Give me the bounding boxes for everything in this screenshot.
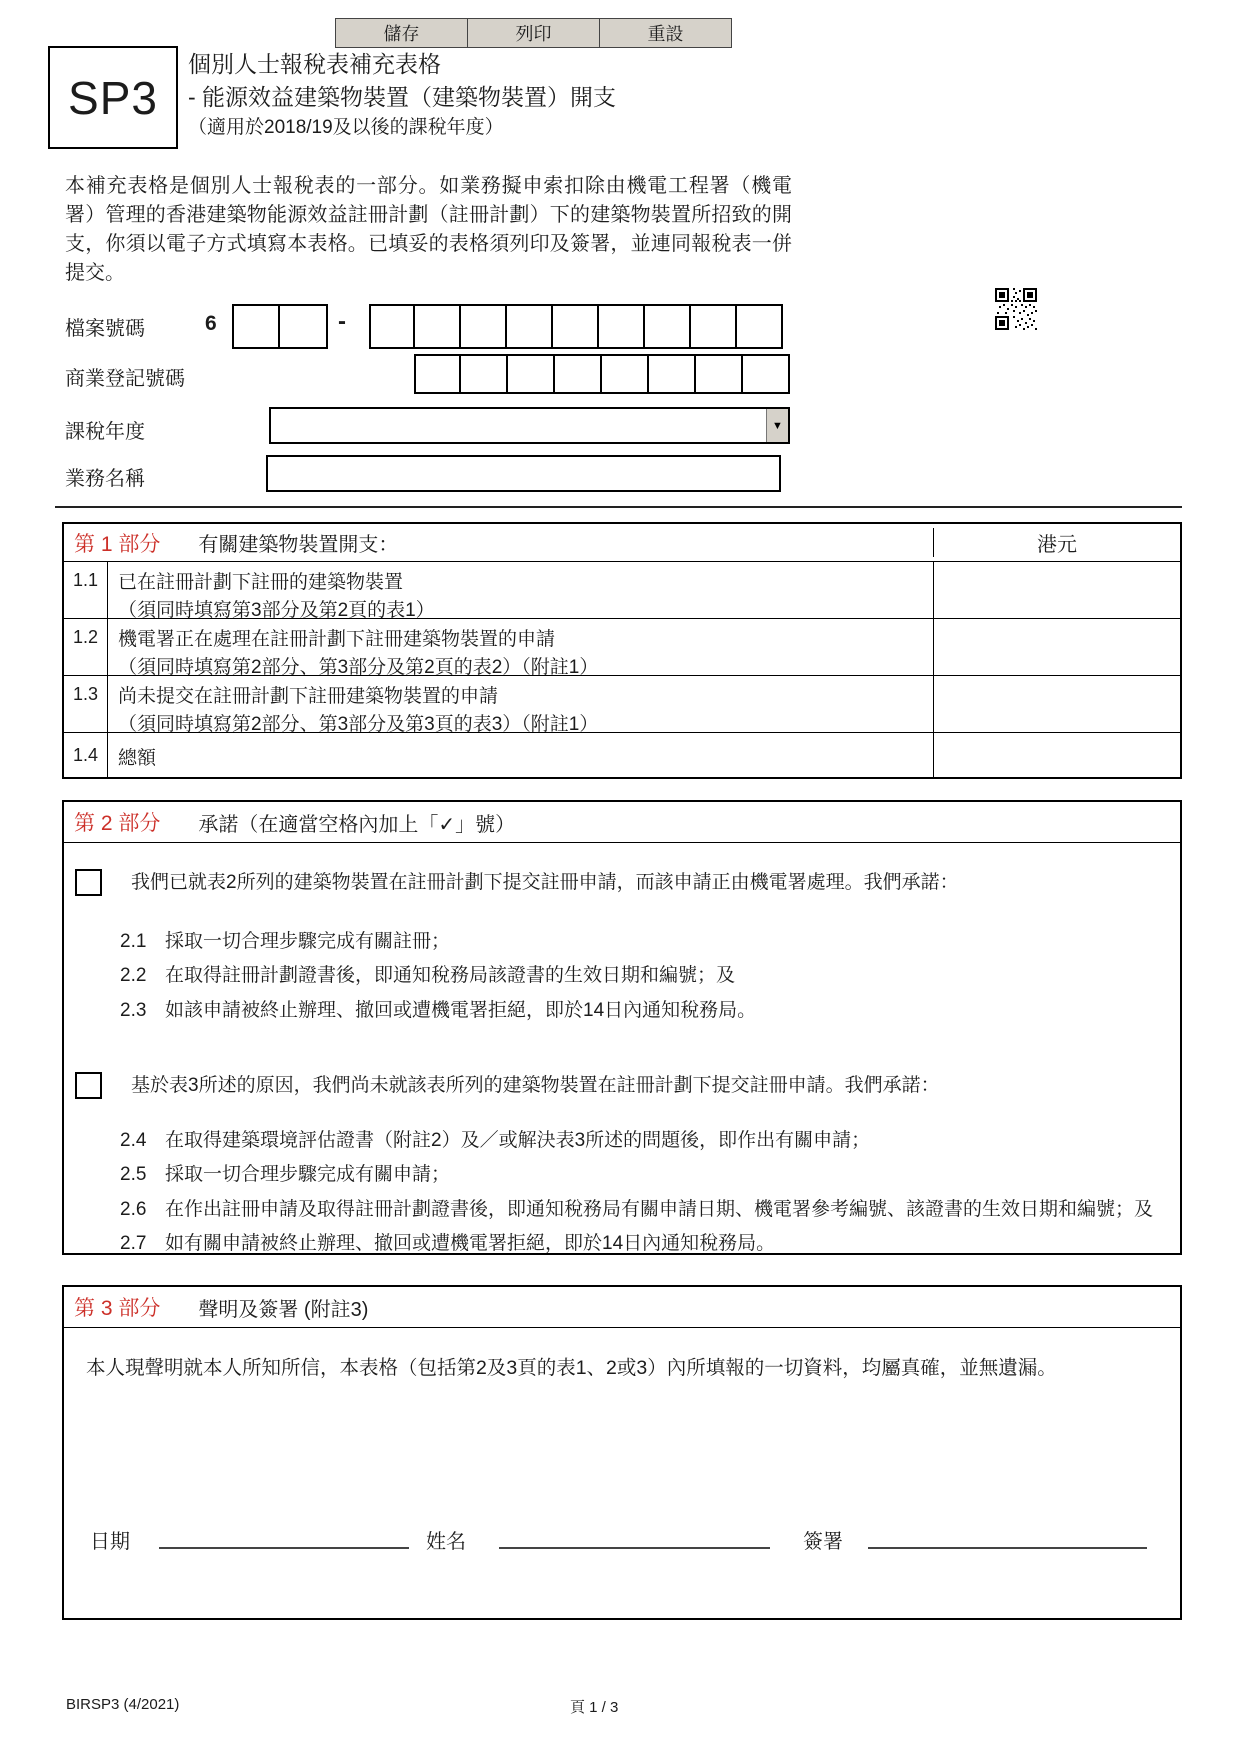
item-number: 2.1 <box>120 930 147 952</box>
part2-block2-text: 基於表3所述的原因，我們尚未就該表所列的建築物裝置在註冊計劃下提交註冊申請。我們承諾： <box>131 1075 940 1097</box>
qr-code <box>995 288 1037 330</box>
item-text: 在作出註冊申請及取得註冊計劃證書後，即通知稅務局有關申請日期、機電署參考編號、該證書的生效日期和編號；及 <box>165 1198 1154 1220</box>
item-text: 採取一切合理步驟完成有關申請； <box>165 1164 451 1186</box>
file-number-cell[interactable] <box>599 304 645 349</box>
list-item <box>120 1127 1160 1155</box>
item-text: 如有關申請被終止辦理、撤回或遭機電署拒絕，即於14日內通知稅務局。 <box>165 1233 776 1255</box>
brn-label: 商業登記號碼 <box>65 368 185 390</box>
form-title-line3: （適用於2018/19及以後的課稅年度） <box>188 117 504 139</box>
list-item <box>120 1196 1160 1224</box>
save-button[interactable]: 儲存 <box>335 18 468 48</box>
part2-label: 第 2 部分 <box>74 812 161 835</box>
item-number: 2.3 <box>120 999 147 1021</box>
item-text: 在取得註冊計劃證書後，即通知稅務局該證書的生效日期和編號；及 <box>165 965 736 987</box>
signature-row <box>64 1525 1180 1555</box>
part1-row-desc-line1: 尚未提交在註冊計劃下註冊建築物裝置的申請 <box>118 686 499 707</box>
part1-amount-input[interactable] <box>933 676 1180 732</box>
dropdown-arrow-button[interactable] <box>766 409 788 442</box>
part2-header <box>64 802 1180 843</box>
part2-title: 承諾（在適當空格內加上「✓」號） <box>198 813 516 836</box>
file-number-prefix: 6 <box>205 312 217 335</box>
part2-block1-text: 我們已就表2所列的建築物裝置在註冊計劃下提交註冊申請，而該申請正由機電署處理。我們承諾： <box>131 872 959 893</box>
part3-label: 第 3 部分 <box>74 1297 161 1320</box>
declaration-text: 本人現聲明就本人所知所信，本表格（包括第2及3頁的表1、2或3）內所填報的一切資料，均屬真確，並無遺漏。 <box>86 1357 1057 1379</box>
item-number: 2.6 <box>120 1198 147 1220</box>
part1-header-main <box>64 528 933 558</box>
part2-block2-checkbox[interactable] <box>75 1072 102 1099</box>
business-name-input[interactable] <box>266 455 781 492</box>
part1-header-row <box>64 524 1180 562</box>
form-title-line2: - 能源效益建築物裝置（建築物裝置）開支 <box>188 83 617 110</box>
form-code: SP3 <box>68 71 158 124</box>
part1-row-desc <box>108 562 933 621</box>
signature-line <box>868 1545 1147 1549</box>
part1-row-desc-line1: 總額 <box>118 748 157 769</box>
year-label: 課稅年度 <box>65 421 145 443</box>
part1-row-number: 1.2 <box>64 619 108 675</box>
intro-paragraph: 本補充表格是個別人士報稅表的一部分。如業務擬申索扣除由機電工程署（機電署）管理的香港建築物能源效益註冊計劃（註冊計劃）下的建築物裝置所招致的開支，你須以電子方式填寫本表格。已填妥的表格須列印及簽署，並連同報稅表一併提交。 <box>65 175 792 284</box>
table-row <box>64 619 1180 676</box>
print-button[interactable]: 列印 <box>467 18 600 48</box>
brn-group <box>414 354 790 394</box>
name-line <box>499 1545 770 1549</box>
name-label: 姓名 <box>426 1531 466 1553</box>
part2-block1 <box>75 869 1180 898</box>
part1-row-desc <box>108 733 933 777</box>
signature-label: 簽署 <box>803 1531 843 1553</box>
file-number-group1 <box>232 304 328 349</box>
brn-cell[interactable] <box>649 354 696 394</box>
part1-row-number: 1.4 <box>64 733 108 777</box>
file-number-cell[interactable] <box>507 304 553 349</box>
list-item <box>120 997 1160 1025</box>
item-number: 2.5 <box>120 1164 147 1186</box>
part2-block2 <box>75 1072 1180 1101</box>
list-item <box>120 928 1160 956</box>
brn-cell[interactable] <box>555 354 602 394</box>
item-text: 如該申請被終止辦理、撤回或遭機電署拒絕，即於14日內通知稅務局。 <box>165 999 757 1021</box>
file-number-cell[interactable] <box>415 304 461 349</box>
list-item <box>120 1230 1160 1258</box>
part1-row-desc <box>108 676 933 735</box>
file-number-cell[interactable] <box>461 304 507 349</box>
file-number-label: 檔案號碼 <box>65 318 145 340</box>
part1-amount-input[interactable] <box>933 562 1180 618</box>
table-row <box>64 676 1180 733</box>
item-text: 在取得建築環境評估證書（附註2）及／或解決表3所述的問題後，即作出有關申請； <box>165 1129 871 1151</box>
part1-row-number: 1.1 <box>64 562 108 618</box>
form-code-box <box>48 46 178 149</box>
toolbar <box>335 18 732 48</box>
reset-button[interactable]: 重設 <box>599 18 732 48</box>
list-item <box>120 962 1160 990</box>
brn-cell[interactable] <box>414 354 461 394</box>
part2-box <box>62 800 1182 1255</box>
file-number-cell[interactable] <box>737 304 783 349</box>
part1-row-number: 1.3 <box>64 676 108 732</box>
item-number: 2.7 <box>120 1233 147 1255</box>
part1-row-desc-line1: 機電署正在處理在註冊計劃下註冊建築物裝置的申請 <box>118 629 556 650</box>
item-number: 2.4 <box>120 1129 147 1151</box>
part3-title: 聲明及簽署 (附註3) <box>198 1298 369 1321</box>
part1-row-desc-line2: （須同時填寫第2部分、第3部分及第3頁的表3）（附註1） <box>118 713 599 735</box>
date-line <box>159 1545 409 1549</box>
brn-cell[interactable] <box>743 354 790 394</box>
brn-cell[interactable] <box>696 354 743 394</box>
file-number-cell[interactable] <box>645 304 691 349</box>
file-number-cell[interactable] <box>691 304 737 349</box>
part2-block2-items <box>120 1127 1160 1258</box>
part1-row-desc-line2: （須同時填寫第2部分、第3部分及第2頁的表2）（附註1） <box>118 656 599 678</box>
part1-row-desc-line2: （須同時填寫第3部分及第2頁的表1） <box>118 599 435 621</box>
brn-cell[interactable] <box>508 354 555 394</box>
table-row <box>64 562 1180 619</box>
table-row <box>64 733 1180 777</box>
brn-cell[interactable] <box>461 354 508 394</box>
file-number-group2 <box>369 304 783 349</box>
part2-block1-checkbox[interactable] <box>75 869 102 896</box>
file-number-separator: - <box>338 308 346 335</box>
chevron-down-icon: ▼ <box>772 419 783 432</box>
item-number: 2.2 <box>120 965 147 987</box>
part3-header <box>64 1287 1180 1328</box>
part1-row-desc <box>108 619 933 678</box>
brn-cell[interactable] <box>602 354 649 394</box>
file-number-cell[interactable] <box>553 304 599 349</box>
part1-title: 有關建築物裝置開支： <box>198 534 399 556</box>
part1-amount-input[interactable] <box>933 733 1180 777</box>
file-number-cell[interactable] <box>280 304 328 349</box>
form-title-block <box>188 48 616 142</box>
part3-box <box>62 1285 1182 1620</box>
business-name-label: 業務名稱 <box>65 468 145 490</box>
part1-amount-input[interactable] <box>933 619 1180 675</box>
item-text: 採取一切合理步驟完成有關註冊； <box>165 930 451 952</box>
part1-row-desc-line1: 已在註冊計劃下註冊的建築物裝置 <box>118 572 404 593</box>
part1-table <box>62 522 1182 779</box>
section-divider <box>55 506 1182 508</box>
page-indicator: 頁 1 / 3 <box>570 1699 619 1716</box>
part1-currency-header: 港元 <box>933 528 1180 557</box>
form-title-line1: 個別人士報稅表補充表格 <box>188 51 441 77</box>
file-number-cell[interactable] <box>369 304 415 349</box>
list-item <box>120 1161 1160 1189</box>
year-select[interactable] <box>269 407 790 444</box>
file-number-cell[interactable] <box>232 304 280 349</box>
form-reference: BIRSP3 (4/2021) <box>66 1696 180 1713</box>
part2-block1-items <box>120 928 1160 1025</box>
part1-label: 第 1 部分 <box>74 532 161 556</box>
date-label: 日期 <box>90 1531 130 1553</box>
